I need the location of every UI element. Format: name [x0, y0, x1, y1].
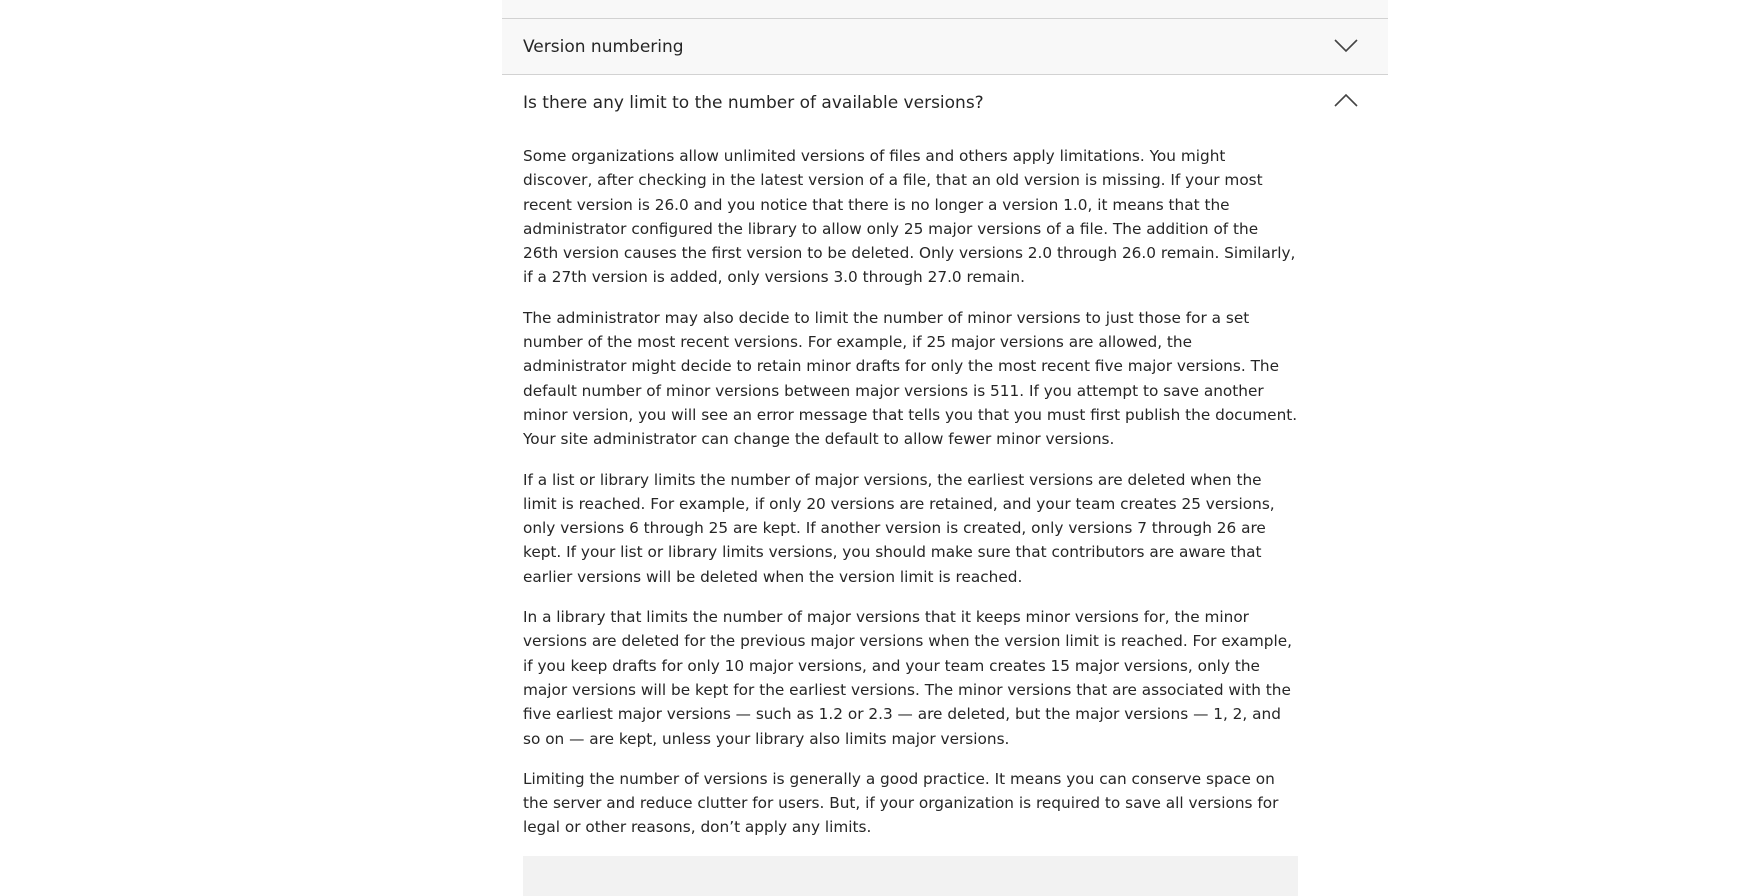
chevron-up-icon[interactable]: [1333, 88, 1359, 114]
note-box-partial: [523, 856, 1298, 896]
section-header-version-limit[interactable]: [502, 75, 1388, 130]
section-title: Is there any limit to the number of available versions?: [523, 93, 984, 113]
faq-accordion: [502, 0, 1388, 896]
section-header-version-numbering[interactable]: [502, 19, 1388, 75]
content-paragraph: Limiting the number of versions is generally a good practice. It means you can conserve space on the server and reduce clutter for users. But, if your organization is required to save all versions for legal or other reasons, don’t apply any limits.: [523, 769, 1279, 837]
content-paragraph: In a library that limits the number of major versions that it keeps minor versions for, the minor versions are deleted for the previous major versions when the version limit is reached. For example, if you keep drafts for only 10 major versions, and your team creates 15 major versions, only the major versions will be kept for the earliest versions. The minor versions that are associated with the five earliest major versions — such as 1.2 or 2.3 — are deleted, but the major versions — 1, 2, and so on — are kept, unless your library also limits major versions.: [523, 608, 1293, 748]
section-title: Version numbering: [523, 37, 684, 57]
previous-section-header-partial[interactable]: [502, 0, 1388, 19]
chevron-down-icon[interactable]: [1333, 32, 1359, 58]
content-paragraph: Some organizations allow unlimited versions of files and others apply limitations. You might discover, after checking in the latest version of a file, that an old version is missing. If your most recent version is 26.0 and you notice that there is no longer a version 1.0, it means that the administrator configured the library to allow only 25 major versions of a file. The addition of the 26th version causes the first version to be deleted. Only versions 2.0 through 26.0 remain. Similarly, if a 27th version is added, only versions 3.0 through 27.0 remain.: [523, 147, 1296, 287]
content-paragraph: If a list or library limits the number of major versions, the earliest versions are deleted when the limit is reached. For example, if only 20 versions are retained, and your team creates 25 versions, only versions 6 through 25 are kept. If another version is created, only versions 7 through 26 are kept. If your list or library limits versions, you should make sure that contributors are aware that earlier versions will be deleted when the version limit is reached.: [523, 470, 1275, 586]
section-content-version-limit: [502, 130, 1388, 840]
content-paragraph: The administrator may also decide to limit the number of minor versions to just those for a set number of the most recent versions. For example, if 25 major versions are allowed, the administrator might decide to retain minor drafts for only the most recent five major versions. The default number of minor versions between major versions is 511. If you attempt to save another minor version, you will see an error message that tells you that you must first publish the document. Your site administrator can change the default to allow fewer minor versions.: [523, 308, 1298, 449]
